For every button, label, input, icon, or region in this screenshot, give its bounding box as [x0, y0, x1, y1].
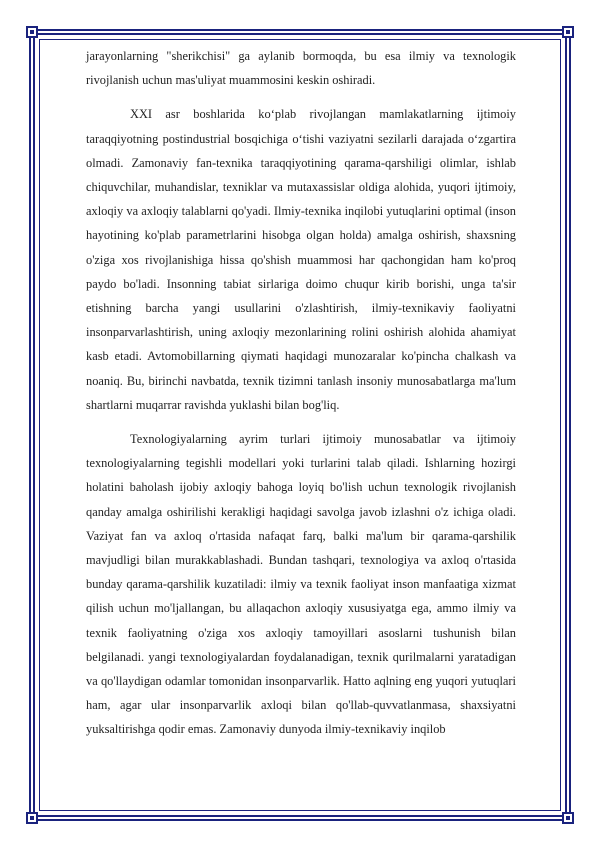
paragraph-technologies: Texnologiyalarning ayrim turlari ijtimoiy munosabatlar va ijtimoiy texnologiyalarning tegishli modellari yoki turlarini talab qiladi. Ishlarning hozirgi holatini baholash ijobiy axloqiy bahoga loyiq bo'lish uchun texnologik rivojlanish qanday amalga oshirilishi kerakligi haqidagi savolga javob izlashni o'z ichiga oladi. Vaziyat fan va axloq o'rtasida nafaqat farq, balki ma'lum bir qarama-qarshilik mavjudligi bilan murakkablashadi. Bundan tashqari, texnologiya va axloq o'rtasida bunday qarama-qarshilik kuzatiladi: ilmiy va texnik faoliyat inson manfaatiga xizmat qilish uchun mo'ljallangan, bu allaqachon axloqiy xususiyatga ega, ammo ilmiy va texnik faoliyatning o'ziga xos axloqiy tamoyillari asoslarni tushunish bilan belgilanadi. yangi texnologiyalardan foydalanadigan, texnik qurilmalarni yaratadigan va qo'llaydigan odamlar tomonidan insonparvarlik. Hatto aqlning eng yuqori yutuqlari ham, agar ular insonparvarlik axloqi bilan qo'llab-quvvatlanmasa, shaxsiyatni yuksaltirishga qodir emas. Zamonaviy dunyoda ilmiy-texnikaviy inqilob	[86, 432, 516, 737]
corner-ornament-top-right	[562, 26, 574, 38]
paragraph-continuation: jarayonlarning "sherikchisi" ga aylanib bormoqda, bu esa ilmiy va texnologik rivojlanish uchun mas'uliyat muammosini keskin oshiradi.	[86, 49, 516, 88]
corner-ornament-top-left	[26, 26, 38, 38]
document-body	[86, 44, 516, 742]
paragraph-xxi-century: XXI asr boshlarida koʻplab rivojlangan mamlakatlarning ijtimoiy taraqqiyotning postindustrial bosqichiga oʻtishi vaziyatni sezilarli darajada oʻzgartira olmadi. Zamonaviy fan-texnika taraqqiyotining qarama-qarshiligi olimlar, ishlab chiquvchilar, muhandislar, texniklar va mutaxassislar oldiga alohida, yuqori ijtimoiy, axloqiy va axloqiy talablarni qo'yadi. Ilmiy-texnika inqilobi yutuqlarini optimal (inson hayotining ko'plab parametrlarini hisobga olgan holda) amalga oshirish, shaxsning o'ziga xos rivojlanishiga hissa qo'shish muammosi har qachongidan ham ko'proq paydo bo'ladi. Insonning tabiat sirlariga doimo chuqur kirib borishi, unga ta'sir etishning barcha yangi usullarini o'zlashtirish, ilmiy-texnikaviy faoliyatni insonparvarlashtirish, uning axloqiy mezonlarining rolini oshirish alohida ahamiyat kasb etadi. Avtomobillarning qiymati haqidagi munozaralar ko'pincha chalkash va noaniq. Bu, birinchi navbatda, texnik tizimni tanlash insoniy munosabatlarga ma'lum shartlarni muqarrar ravishda yuklashi bilan bog'liq.	[86, 107, 516, 412]
corner-ornament-bottom-right	[562, 812, 574, 824]
corner-ornament-bottom-left	[26, 812, 38, 824]
